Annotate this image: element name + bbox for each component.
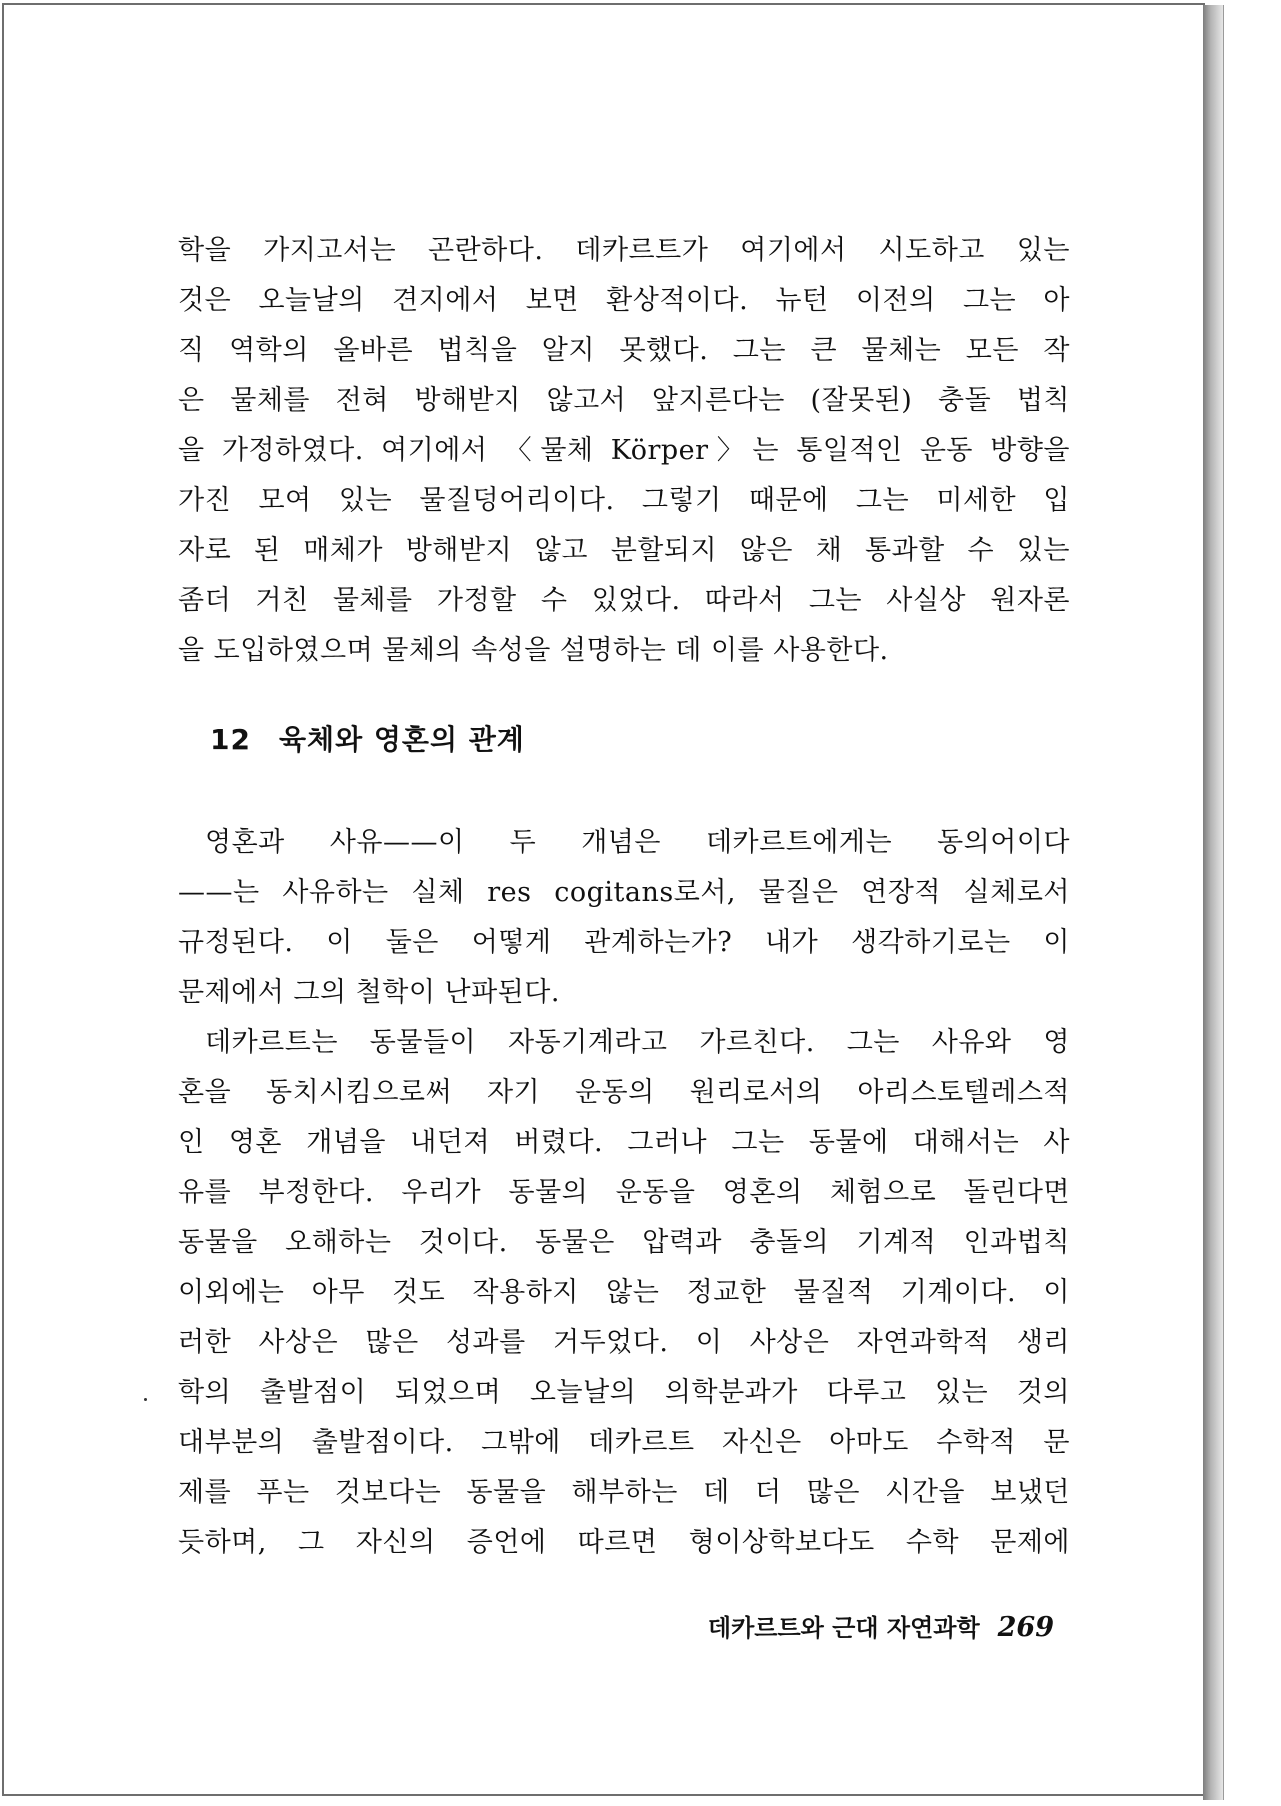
text-line: 제를 푸는 것보다는 동물을 해부하는 데 더 많은 시간을 보냈던 xyxy=(178,1477,1070,1508)
body-paragraph-section-2 xyxy=(178,1018,1070,1568)
text-line: 직 역학의 올바른 법칙을 알지 못했다. 그는 큰 물체는 모든 작 xyxy=(178,335,1070,366)
page-curl-edge xyxy=(1203,5,1224,1800)
scan-speck xyxy=(144,1398,147,1401)
text-line: 데카르트는 동물들이 자동기계라고 가르친다. 그는 사유와 영 xyxy=(205,1027,1070,1058)
text-line: 문제에서 그의 철학이 난파된다. xyxy=(178,977,560,1008)
text-line: 학의 출발점이 되었으며 오늘날의 의학분과가 다루고 있는 것의 xyxy=(178,1377,1070,1408)
text-line: 을 가정하였다. 여기에서 〈물체 Körper〉는 통일적인 운동 방향을 xyxy=(178,435,1070,466)
text-line: 대부분의 출발점이다. 그밖에 데카르트 자신은 아마도 수학적 문 xyxy=(178,1427,1070,1458)
page-footer xyxy=(670,1608,1054,1643)
text-line: 이외에는 아무 것도 작용하지 않는 정교한 물질적 기계이다. 이 xyxy=(178,1277,1070,1308)
running-title: 데카르트와 근대 자연과학 xyxy=(707,1614,980,1642)
body-paragraph-top xyxy=(178,226,1070,676)
text-line: 자로 된 매체가 방해받지 않고 분할되지 않은 채 통과할 수 있는 xyxy=(178,535,1070,566)
text-line: ——는 사유하는 실체 res cogitans로서, 물질은 연장적 실체로서 xyxy=(178,877,1070,908)
section-title: 육체와 영혼의 관계 xyxy=(278,723,525,756)
page-number: 269 xyxy=(997,1612,1054,1643)
section-number: 12 xyxy=(210,723,251,756)
text-line: 규정된다. 이 둘은 어떻게 관계하는가? 내가 생각하기로는 이 xyxy=(178,927,1070,958)
text-line: 학을 가지고서는 곤란하다. 데카르트가 여기에서 시도하고 있는 xyxy=(178,235,1070,266)
section-heading xyxy=(210,718,525,758)
body-paragraph-section-1 xyxy=(178,818,1070,1018)
text-line: 혼을 동치시킴으로써 자기 운동의 원리로서의 아리스토텔레스적 xyxy=(178,1077,1070,1108)
text-line: 듯하며, 그 자신의 증언에 따르면 형이상학보다도 수학 문제에 xyxy=(178,1527,1070,1558)
text-line: 것은 오늘날의 견지에서 보면 환상적이다. 뉴턴 이전의 그는 아 xyxy=(178,285,1070,316)
text-line: 동물을 오해하는 것이다. 동물은 압력과 충돌의 기계적 인과법칙 xyxy=(178,1227,1070,1258)
text-line: 영혼과 사유——이 두 개념은 데카르트에게는 동의어이다 xyxy=(205,827,1070,858)
text-line: 러한 사상은 많은 성과를 거두었다. 이 사상은 자연과학적 생리 xyxy=(178,1327,1070,1358)
text-line: 유를 부정한다. 우리가 동물의 운동을 영혼의 체험으로 돌린다면 xyxy=(178,1177,1070,1208)
text-line: 은 물체를 전혀 방해받지 않고서 앞지른다는 (잘못된) 충돌 법칙 xyxy=(178,385,1070,416)
text-line: 인 영혼 개념을 내던져 버렸다. 그러나 그는 동물에 대해서는 사 xyxy=(178,1127,1070,1158)
text-line: 을 도입하였으며 물체의 속성을 설명하는 데 이를 사용한다. xyxy=(178,635,889,666)
text-line: 가진 모여 있는 물질덩어리이다. 그렇기 때문에 그는 미세한 입 xyxy=(178,485,1070,516)
text-line: 좀더 거친 물체를 가정할 수 있었다. 따라서 그는 사실상 원자론 xyxy=(178,585,1070,616)
